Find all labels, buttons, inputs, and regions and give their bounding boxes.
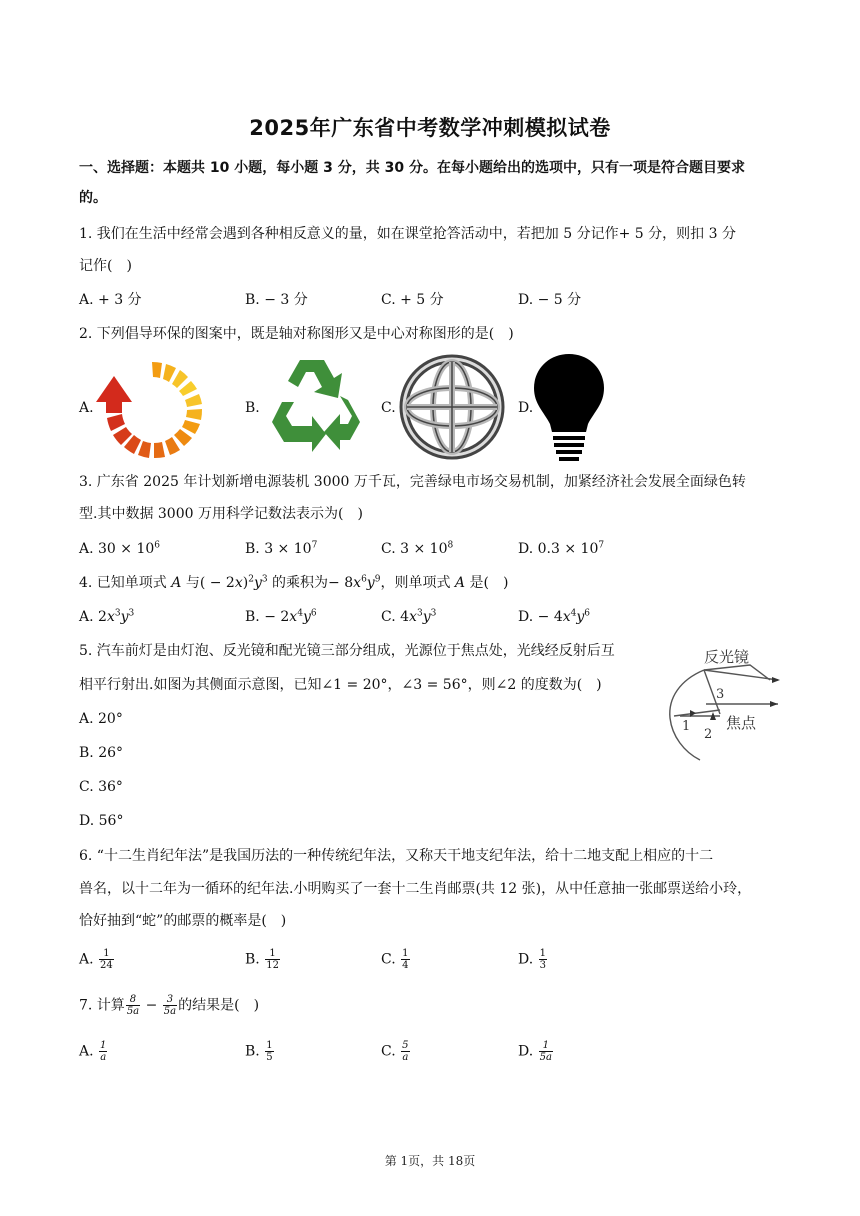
question-1-text: 1. 我们在生活中经常会遇到各种相反意义的量，如在课堂抢答活动中，若把加 5 分记作+ 5 分，则扣 3 分 bbox=[79, 226, 736, 242]
angle-1-label: 1 bbox=[682, 719, 691, 734]
q4-option-c: C. $4x^3y^3$ bbox=[381, 608, 437, 625]
recycle-icon bbox=[260, 352, 372, 462]
question-6-text: 6. “十二生肖纪年法”是我国历法的一种传统纪年法，又称天干地支纪年法，给十二地支配上相应的十二 bbox=[79, 848, 714, 864]
question-5-text-cont: 相平行射出.如图为其侧面示意图，已知∠1 = 20°，∠3 = 56°，则∠2 的度数为( ) bbox=[79, 677, 602, 693]
q4-option-b: B. − $2x^4y^6$ bbox=[245, 608, 317, 625]
q3-option-a: A. $30 \times 10^6$ bbox=[79, 540, 161, 557]
light-bulb-icon bbox=[532, 352, 606, 464]
q6-option-b: B. $\frac{1}{12}$ bbox=[245, 948, 279, 971]
page-title: 2025年广东省中考数学冲刺模拟试卷 bbox=[249, 116, 611, 140]
question-3-text-cont: 型.其中数据 3000 万用科学记数法表示为( ) bbox=[79, 506, 363, 522]
question-1-text-cont: 记作( ) bbox=[79, 258, 132, 274]
q2-option-c-label: C. bbox=[381, 400, 396, 416]
q7-option-d: D. $\frac{1}{5a}$ bbox=[518, 1040, 552, 1063]
q3-option-b: B. $3 \times 10^7$ bbox=[245, 540, 318, 557]
q1-option-c: C. + 5 分 bbox=[381, 292, 444, 308]
section-header-cont: 的。 bbox=[79, 190, 107, 206]
question-4-text: 4. 已知单项式 A 与( − $2x)^2y^3$ 的乘积为− $8x^6y^9$，则单项式 A 是( ) bbox=[79, 574, 509, 591]
q3-option-c: C. $3 \times 10^8$ bbox=[381, 540, 454, 557]
refresh-arrow-icon bbox=[94, 352, 206, 462]
q4-option-a: A. $2x^3y^3$ bbox=[79, 608, 135, 625]
q7-option-a: A. $\frac{1}{a}$ bbox=[79, 1040, 107, 1063]
question-7-text: 7. 计算 $\frac{8}{5a}$ − $\frac{3}{5a}$ 的结果是( ) bbox=[79, 994, 260, 1017]
q2-option-a-label: A. bbox=[79, 400, 94, 416]
q1-option-a: A. + 3 分 bbox=[79, 292, 142, 308]
q5-option-d: D. 56° bbox=[79, 813, 124, 829]
q5-option-b: B. 26° bbox=[79, 745, 124, 761]
headlight-diagram bbox=[660, 640, 786, 764]
page-footer: 第 1页，共 18页 bbox=[384, 1154, 476, 1168]
focus-label: 焦点 bbox=[726, 714, 757, 732]
q1-option-d: D. − 5 分 bbox=[518, 292, 582, 308]
q2-option-b-label: B. bbox=[245, 400, 260, 416]
globe-icon bbox=[396, 352, 508, 462]
q7-option-b: B. $\frac{1}{5}$ bbox=[245, 1040, 273, 1063]
question-3-text: 3. 广东省 2025 年计划新增电源装机 3000 万千瓦，完善绿电市场交易机制，加紧经济社会发展全面绿色转 bbox=[79, 474, 746, 490]
angle-2-label: 2 bbox=[704, 727, 713, 742]
section-header: 一、选择题：本题共 10 小题，每小题 3 分，共 30 分。在每小题给出的选项中，只有一项是符合题目要求 bbox=[79, 160, 745, 176]
q6-option-a: A. $\frac{1}{24}$ bbox=[79, 948, 113, 971]
question-2-text: 2. 下列倡导环保的图案中，既是轴对称图形又是中心对称图形的是( ) bbox=[79, 326, 514, 342]
mirror-label: 反光镜 bbox=[704, 648, 750, 666]
question-6-text-cont2: 恰好抽到“蛇”的邮票的概率是( ) bbox=[79, 913, 287, 929]
q5-option-c: C. 36° bbox=[79, 779, 123, 795]
q4-option-d: D. − $4x^4y^6$ bbox=[518, 608, 591, 625]
q6-option-c: C. $\frac{1}{4}$ bbox=[381, 948, 409, 971]
question-6-text-cont: 兽名，以十二年为一循环的纪年法.小明购买了一套十二生肖邮票(共 12 张)，从中任意抽一张邮票送给小玲， bbox=[79, 881, 752, 897]
q7-option-c: C. $\frac{5}{a}$ bbox=[381, 1040, 409, 1063]
q3-option-d: D. $0.3 \times 10^7$ bbox=[518, 540, 605, 557]
question-5-text: 5. 汽车前灯是由灯泡、反光镜和配光镜三部分组成，光源位于焦点处，光线经反射后互 bbox=[79, 643, 615, 659]
q1-option-b: B. − 3 分 bbox=[245, 292, 308, 308]
q2-option-d-label: D. bbox=[518, 400, 534, 416]
q5-option-a: A. 20° bbox=[79, 711, 123, 727]
angle-3-label: 3 bbox=[716, 687, 725, 702]
q6-option-d: D. $\frac{1}{3}$ bbox=[518, 948, 547, 971]
